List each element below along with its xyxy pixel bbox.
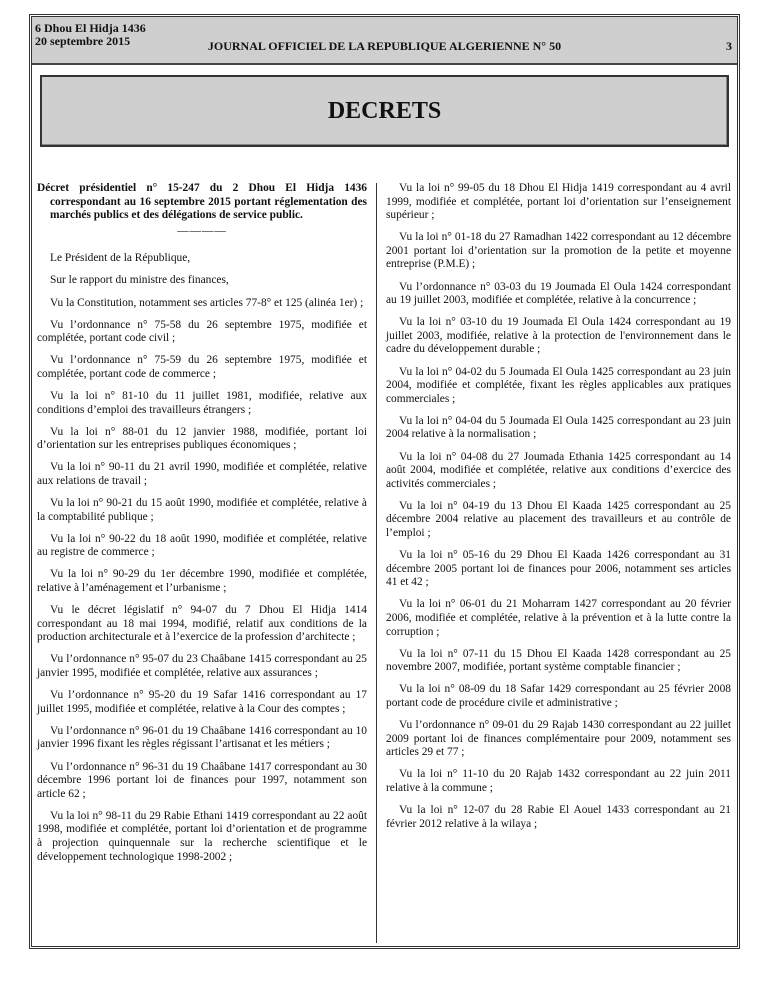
paragraph: Vu l’ordonnance n° 95-20 du 19 Safar 1416 correspondant au 17 juillet 1995, modifiée et complétée, relative à la Cour des comptes ; <box>37 689 367 715</box>
left-column <box>37 182 367 873</box>
paragraph: Vu l’ordonnance n° 09-01 du 29 Rajab 1430 correspondant au 22 juillet 2009 portant loi de finances complémentaire pour 2009, notamment ses articles 29 et 77 ; <box>386 719 731 759</box>
paragraph: Vu la loi n° 90-29 du 1er décembre 1990, modifiée et complétée, relative à l’aménagement et l’urbanisme ; <box>37 568 367 595</box>
right-column <box>386 182 731 840</box>
date-gregorian: 20 septembre 2015 <box>35 34 131 48</box>
paragraph: Vu l’ordonnance n° 96-01 du 19 Chaâbane 1416 correspondant au 10 janvier 1996 fixant les règles régissant l’artisanat et les métiers ; <box>37 724 367 751</box>
paragraph: Vu l’ordonnance n° 96-31 du 19 Chaâbane 1417 correspondant au 30 décembre 1996 portant loi de finances pour 1997, notamment son article 62 ; <box>37 760 367 800</box>
paragraph: Vu la loi n° 05-16 du 29 Dhou El Kaada 1426 correspondant au 31 décembre 2005 portant loi de finances pour 2006, notamment ses articles 41 et 42 ; <box>386 549 731 589</box>
paragraph: Vu l’ordonnance n° 75-59 du 26 septembre 1975, modifiée et complétée, portant code de commerce ; <box>37 354 367 380</box>
decree-title: Décret présidentiel n° 15-247 du 2 Dhou El Hidja 1436 correspondant au 16 septembre 2015 portant réglementation des marchés publics et des délégations de service public. <box>37 182 367 222</box>
paragraph: Vu la loi n° 11-10 du 20 Rajab 1432 correspondant au 22 juin 2011 relative à la commune ; <box>386 768 731 794</box>
paragraph: Vu la loi n° 88-01 du 12 janvier 1988, modifiée, portant loi d’orientation sur les entreprises publiques économiques ; <box>37 425 367 452</box>
paragraph: Vu l’ordonnance n° 03-03 du 19 Joumada El Oula 1424 correspondant au 19 juillet 2003, modifiée et complétée, relative à la concurrence ; <box>386 280 731 307</box>
paragraph: Vu la loi n° 08-09 du 18 Safar 1429 correspondant au 25 février 2008 portant code de procédure civile et administrative ; <box>386 683 731 709</box>
paragraph: Vu la loi n° 81-10 du 11 juillet 1981, modifiée, relative aux conditions d’emploi des travailleurs étrangers ; <box>37 390 367 416</box>
paragraph: Vu l’ordonnance n° 75-58 du 26 septembre 1975, modifiée et complétée, portant code civil ; <box>37 318 367 345</box>
paragraph: Sur le rapport du ministre des finances, <box>50 274 229 287</box>
paragraph: Vu la loi n° 04-04 du 5 Joumada El Oula 1425 correspondant au 23 juin 2004 relative à la normalisation ; <box>386 414 731 441</box>
paragraph: Vu la loi n° 04-08 du 27 Joumada Ethania 1425 correspondant au 14 août 2004, modifiée et complétée, relative aux conditions d’exercice des activités commerciales ; <box>386 450 731 490</box>
paragraph: Vu la Constitution, notamment ses articles 77-8° et 125 (alinéa 1er) ; <box>50 296 364 309</box>
paragraph: Vu la loi n° 90-21 du 15 août 1990, modifiée et complétée, relative à la comptabilité publique ; <box>37 497 367 523</box>
page-frame <box>29 14 740 949</box>
paragraph: Vu la loi n° 99-05 du 18 Dhou El Hidja 1419 correspondant au 4 avril 1999, modifiée et complétée, portant loi d’orientation sur l’enseignement supérieur ; <box>386 182 731 222</box>
column-divider <box>376 183 377 943</box>
running-header <box>32 17 737 65</box>
paragraph: Vu le décret législatif n° 94-07 du 7 Dhou El Hidja 1414 correspondant au 18 mai 1994, modifié, relatif aux conditions de la production architecturale et à l’exercice de la profession d’architecte ; <box>37 604 367 644</box>
paragraph: Vu la loi n° 03-10 du 19 Joumada El Oula 1424 correspondant au 19 juillet 2003, modifiée, relative à la protection de l'environnement dans le cadre du développement durable ; <box>386 316 731 356</box>
paragraph: Vu la loi n° 07-11 du 15 Dhou El Kaada 1428 correspondant au 25 novembre 2007, modifiée, portant système comptable financier ; <box>386 647 731 674</box>
paragraph: Le Président de la République, <box>50 252 191 265</box>
paragraph: Vu la loi n° 04-02 du 5 Joumada El Oula 1425 correspondant au 23 juin 2004, modifiée et complétée, fixant les règles applicables aux pratiques commerciales ; <box>386 365 731 405</box>
paragraph: Vu la loi n° 98-11 du 29 Rabie Ethani 1419 correspondant au 22 août 1998, modifiée et complétée, portant loi d’orientation et de programme à projection quinquennale sur la recherche scientifique et le développement technologique 1998-2002 ; <box>37 809 367 863</box>
page-number: 3 <box>726 39 732 53</box>
separator: ———— <box>177 224 227 237</box>
paragraph: Vu la loi n° 04-19 du 13 Dhou El Kaada 1425 correspondant au 25 décembre 2004 relative au placement des travailleurs et au contrôle de l’emploi ; <box>386 499 731 539</box>
date-hijri: 6 Dhou El Hidja 1436 <box>35 21 146 35</box>
paragraph: Vu la loi n° 06-01 du 21 Moharram 1427 correspondant au 20 février 2006, modifiée et complétée, relative à la prévention et à la lutte contre la corruption ; <box>386 598 731 638</box>
paragraph: Vu la loi n° 01-18 du 27 Ramadhan 1422 correspondant au 12 décembre 2001 portant loi d’orientation sur la promotion de la petite et moyenne entreprise (P.M.E) ; <box>386 231 731 271</box>
paragraph: Vu la loi n° 90-22 du 18 août 1990, modifiée et complétée, relative au registre de commerce ; <box>37 532 367 559</box>
section-title: DECRETS <box>40 75 729 147</box>
journal-title: JOURNAL OFFICIEL DE LA REPUBLIQUE ALGERIENNE N° 50 <box>207 39 562 53</box>
paragraph: Vu l’ordonnance n° 95-07 du 23 Chaâbane 1415 correspondant au 25 janvier 1995, modifiée et complétée, relative aux assurances ; <box>37 653 367 680</box>
paragraph: Vu la loi n° 12-07 du 28 Rabie El Aouel 1433 correspondant au 21 février 2012 relative à la wilaya ; <box>386 803 731 830</box>
paragraph: Vu la loi n° 90-11 du 21 avril 1990, modifiée et complétée, relative aux relations de travail ; <box>37 461 367 487</box>
